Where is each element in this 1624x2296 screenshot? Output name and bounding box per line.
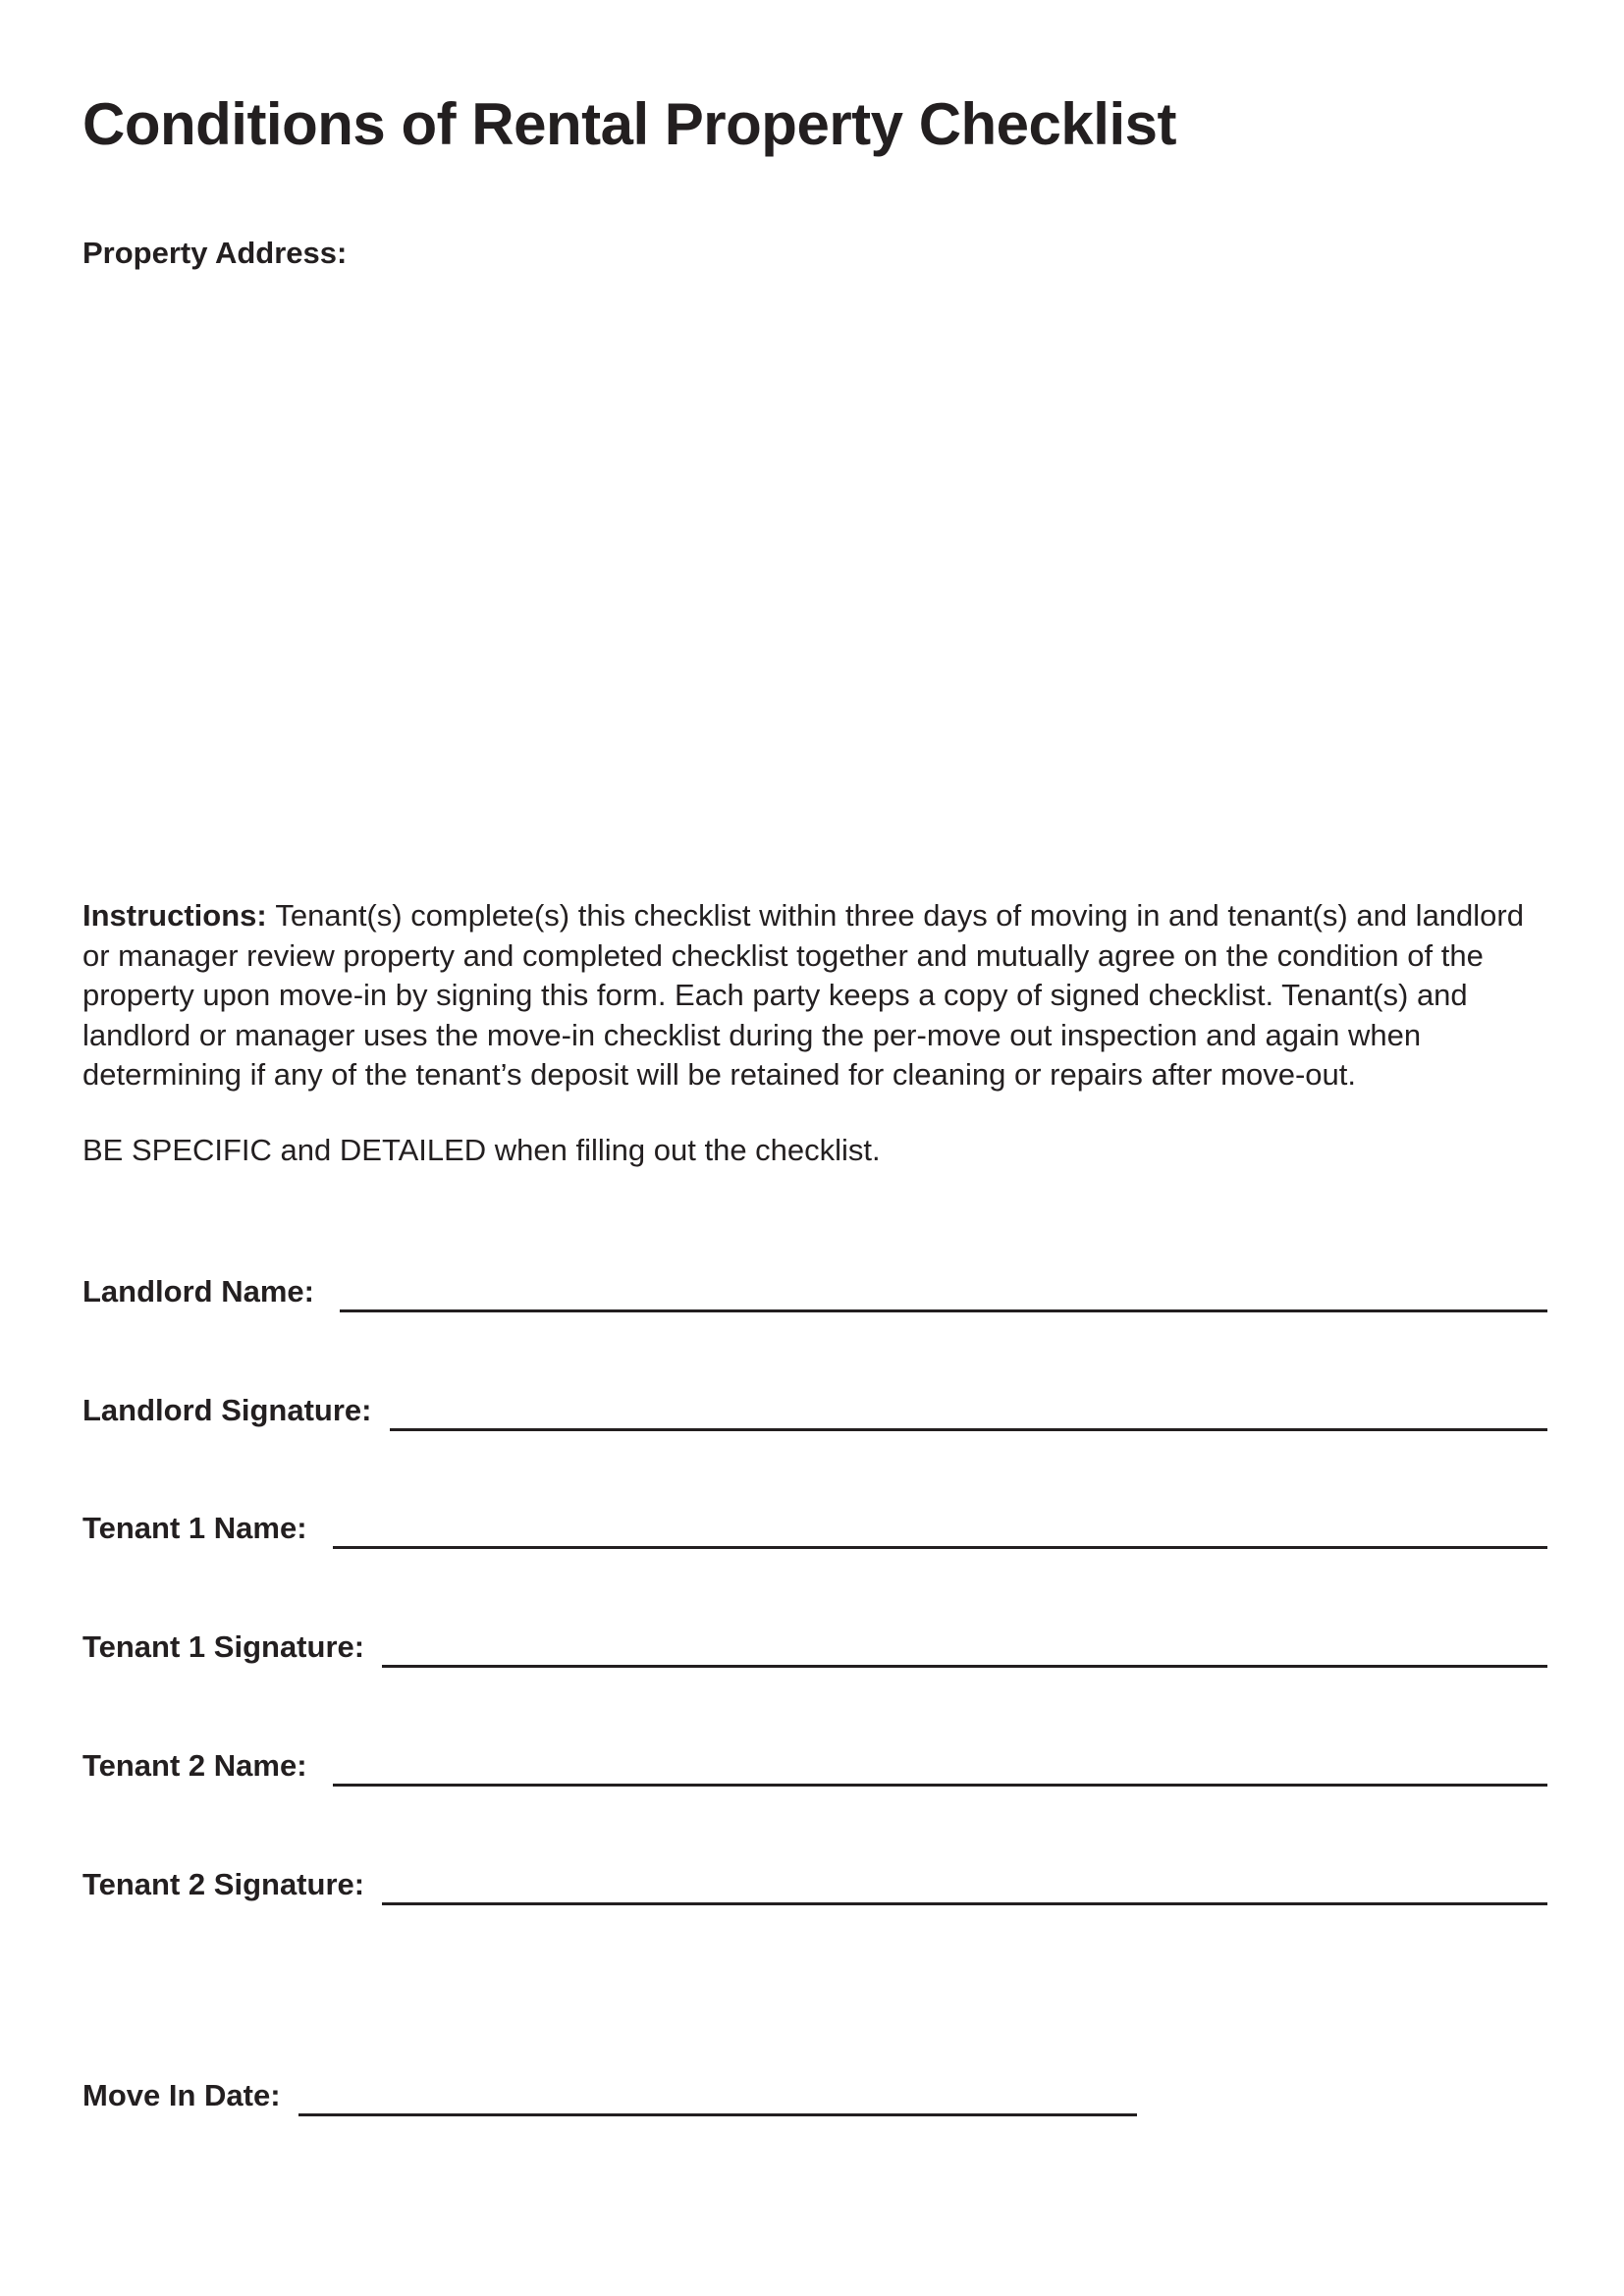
property-address-label: Property Address: (82, 236, 348, 270)
landlord-name-label: Landlord Name: (82, 1274, 314, 1308)
landlord-signature-row (82, 1386, 1547, 1435)
move-in-date-field[interactable] (298, 2113, 1137, 2116)
tenant2-name-label: Tenant 2 Name: (82, 1748, 307, 1783)
move-in-date-row (82, 2071, 1137, 2120)
tenant2-signature-label: Tenant 2 Signature: (82, 1867, 365, 1901)
instructions-body: Tenant(s) complete(s) this checklist within three days of moving in and tenant(s) and landlord or manager review property and completed checklist together and mutually agree on the condition of the property upon move-in by signing this form. Each party keeps a copy of signed checklist. Tenant(s) and landlord or manager uses the move-in checklist during the per-move out inspection and again when determining if any of the tenant’s deposit will be retained for cleaning or repairs after move-out. (82, 898, 1524, 1092)
tenant1-signature-field[interactable] (382, 1665, 1547, 1668)
tenant1-signature-row (82, 1623, 1547, 1672)
tenant1-name-label: Tenant 1 Name: (82, 1511, 307, 1545)
tenant2-signature-row (82, 1860, 1547, 1909)
tenant1-signature-label: Tenant 1 Signature: (82, 1629, 365, 1664)
landlord-name-field[interactable] (340, 1309, 1547, 1312)
landlord-name-row (82, 1267, 1547, 1316)
landlord-signature-label: Landlord Signature: (82, 1393, 372, 1427)
move-in-date-label: Move In Date: (82, 2078, 281, 2112)
property-address-field[interactable] (82, 285, 1545, 834)
tenant1-name-row (82, 1504, 1547, 1553)
landlord-signature-field[interactable] (390, 1428, 1548, 1431)
tenant1-name-field[interactable] (333, 1546, 1547, 1549)
tenant2-name-row (82, 1741, 1547, 1790)
instructions-paragraph (82, 896, 1555, 1095)
page-title: Conditions of Rental Property Checklist (82, 91, 1176, 157)
instructions-lead: Instructions: (82, 898, 267, 933)
detail-note: BE SPECIFIC and DETAILED when filling out the checklist. (82, 1133, 881, 1167)
tenant2-signature-field[interactable] (382, 1902, 1547, 1905)
tenant2-name-field[interactable] (333, 1784, 1547, 1787)
